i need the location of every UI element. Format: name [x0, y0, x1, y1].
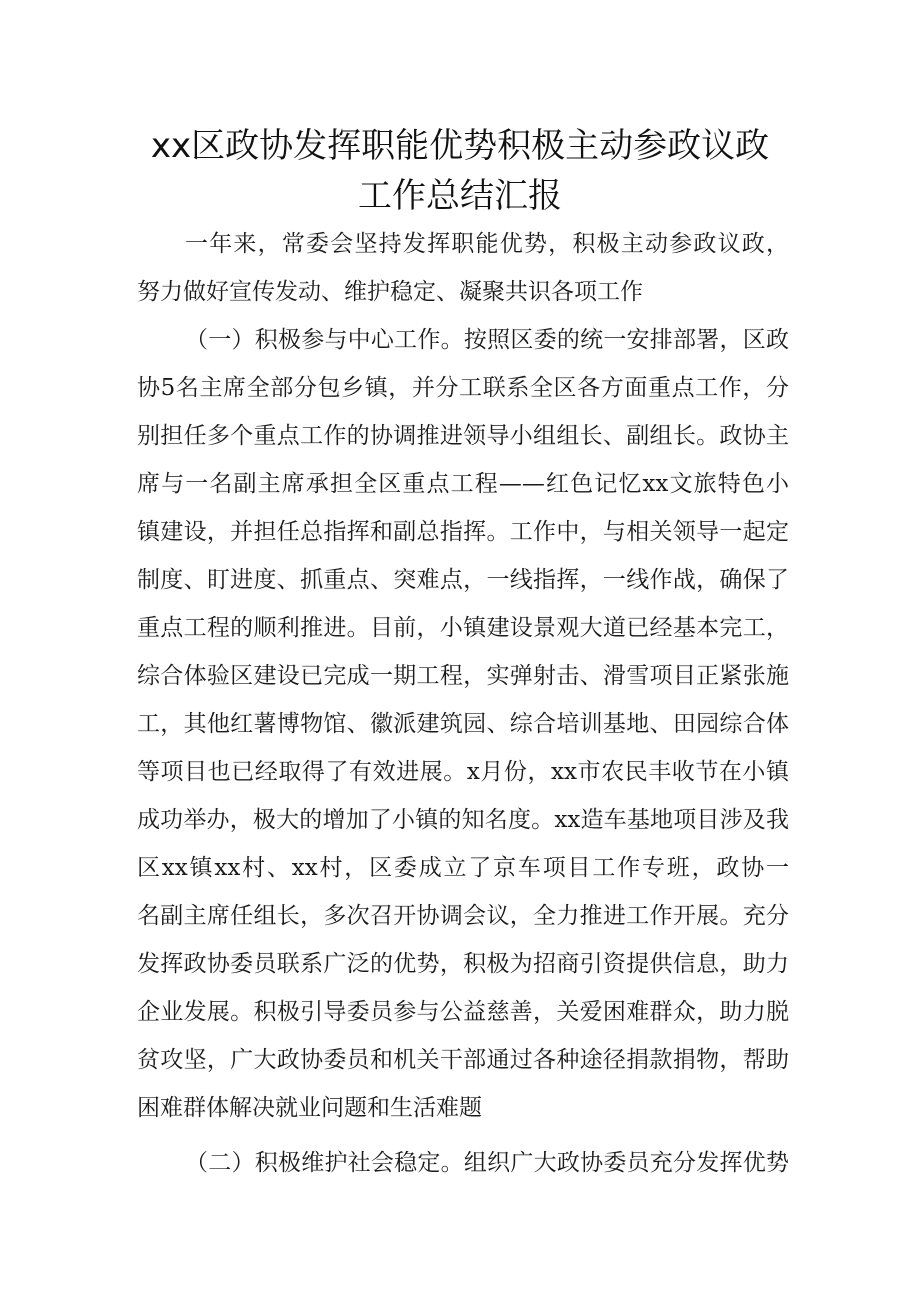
section-1-line-5: 镇建设，并担任总指挥和副总指挥。工作中，与相关领导一起定 — [137, 519, 789, 545]
intro-line-1: 一年来，常委会坚持发挥职能优势，积极主动参政议政， — [185, 231, 789, 257]
document-title-line-2: 工作总结汇报 — [358, 176, 562, 216]
document-title-line-1: xx区政协发挥职能优势积极主动参政议政 — [150, 126, 770, 166]
section-1-line-16: 贫攻坚，广大政协委员和机关干部通过各种途径捐款捐物，帮助 — [137, 1047, 789, 1073]
section-1-line-10: 等项目也已经取得了有效进展。x月份，xx市农民丰收节在小镇 — [137, 759, 789, 785]
section-1-line-2: 协5名主席全部分包乡镇，并分工联系全区各方面重点工作，分 — [137, 375, 789, 401]
section-1-line-4: 席与一名副主席承担全区重点工程——红色记忆xx文旅特色小 — [137, 471, 789, 497]
section-1-line-13: 名副主席任组长，多次召开协调会议，全力推进工作开展。充分 — [137, 903, 789, 929]
section-2-line-1: （二）积极维护社会稳定。组织广大政协委员充分发挥优势 — [185, 1150, 789, 1176]
section-1-line-1: （一）积极参与中心工作。按照区委的统一安排部署，区政 — [185, 327, 789, 353]
section-1-line-11: 成功举办，极大的增加了小镇的知名度。xx造车基地项目涉及我 — [137, 807, 789, 833]
section-1-line-7: 重点工程的顺利推进。目前，小镇建设景观大道已经基本完工， — [137, 615, 789, 641]
intro-line-2: 努力做好宣传发动、维护稳定、凝聚共识各项工作 — [137, 279, 643, 305]
section-1-line-12: 区xx镇xx村、xx村，区委成立了京车项目工作专班，政协一 — [137, 855, 789, 881]
section-1-line-3: 别担任多个重点工作的协调推进领导小组组长、副组长。政协主 — [137, 423, 789, 449]
section-1-line-6: 制度、盯进度、抓重点、突难点，一线指挥，一线作战，确保了 — [137, 567, 789, 593]
section-1-line-9: 工，其他红薯博物馆、徽派建筑园、综合培训基地、田园综合体 — [137, 711, 789, 737]
section-1-line-8: 综合体验区建设已完成一期工程，实弹射击、滑雪项目正紧张施 — [137, 663, 789, 689]
section-1-line-14: 发挥政协委员联系广泛的优势，积极为招商引资提供信息，助力 — [137, 951, 789, 977]
section-1-line-17: 困难群体解决就业问题和生活难题 — [137, 1095, 482, 1121]
section-1-line-15: 企业发展。积极引导委员参与公益慈善，关爱困难群众，助力脱 — [137, 999, 789, 1025]
